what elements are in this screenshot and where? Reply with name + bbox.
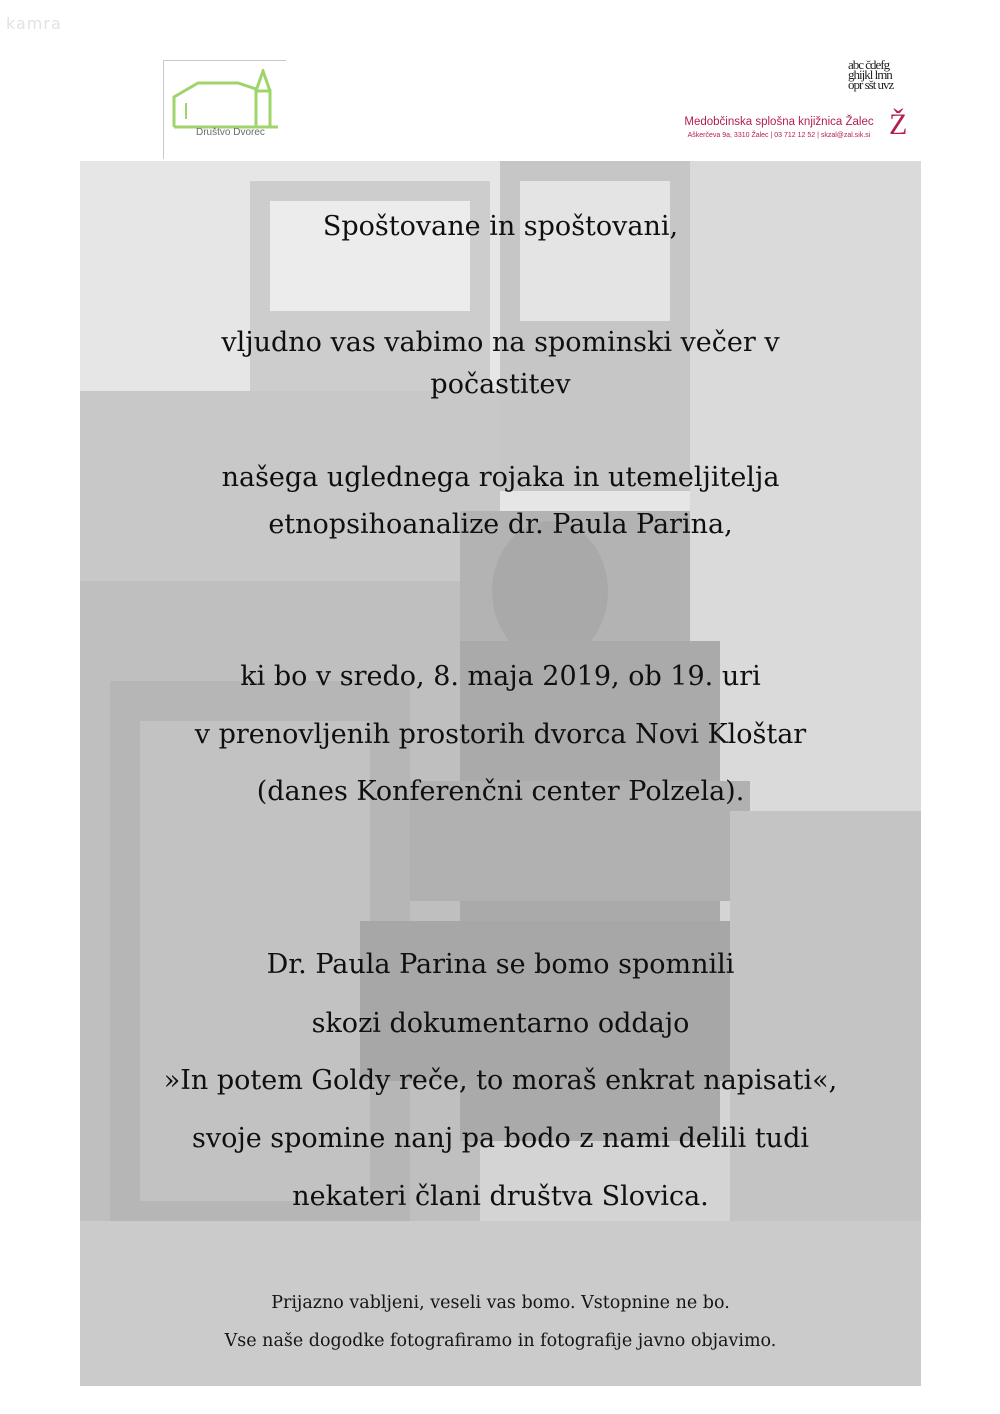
footer-welcome: Prijazno vabljeni, veseli vas bomo. Vstopnine ne bo. bbox=[271, 1293, 730, 1313]
library-logo bbox=[676, 57, 916, 142]
manor-house-icon bbox=[168, 69, 280, 129]
watermark-text: kamra bbox=[6, 14, 62, 33]
salutation: Spoštovane in spoštovani, bbox=[322, 211, 679, 242]
program-line-e: nekateri člani društva Slovica. bbox=[292, 1181, 709, 1212]
invitation-line-1a: vljudno vas vabimo na spominski večer v bbox=[221, 327, 780, 358]
program-line-a: Dr. Paula Parina se bomo spomnili bbox=[266, 949, 735, 980]
invitation-line-2b: etnopsihoanalize dr. Paula Parina, bbox=[268, 509, 733, 540]
event-venue: v prenovljenih prostorih dvorca Novi Kloštar bbox=[194, 719, 807, 750]
library-letters-mark: abc čdefg ghijkl lmn opr sšt uvz bbox=[848, 57, 894, 92]
footer-photo-notice: Vse naše dogodke fotografiramo in fotografije javno objavimo. bbox=[224, 1331, 777, 1351]
library-z-mark: Ž bbox=[889, 108, 908, 141]
library-name: Medobčinska splošna knjižnica Žalec bbox=[684, 116, 874, 128]
drustvo-dvorec-name: Društvo Dvorec bbox=[196, 127, 265, 138]
library-address: Aškerčeva 9a, 3310 Žalec | 03 712 12 52 | skzal@zal.sik.si bbox=[687, 132, 871, 139]
program-line-b: skozi dokumentarno oddajo bbox=[311, 1008, 690, 1039]
program-line-c: »In potem Goldy reče, to moraš enkrat napisati«, bbox=[163, 1065, 838, 1096]
program-line-d: svoje spomine nanj pa bodo z nami delili tudi bbox=[192, 1123, 809, 1154]
invitation-line-1b: počastitev bbox=[430, 369, 571, 400]
event-venue-note: (danes Konferenčni center Polzela). bbox=[256, 776, 745, 807]
event-date-time: ki bo v sredo, 8. maja 2019, ob 19. uri bbox=[240, 661, 761, 692]
invitation-line-2a: našega uglednega rojaka in utemeljitelja bbox=[221, 462, 780, 493]
drustvo-dvorec-logo bbox=[163, 60, 286, 159]
